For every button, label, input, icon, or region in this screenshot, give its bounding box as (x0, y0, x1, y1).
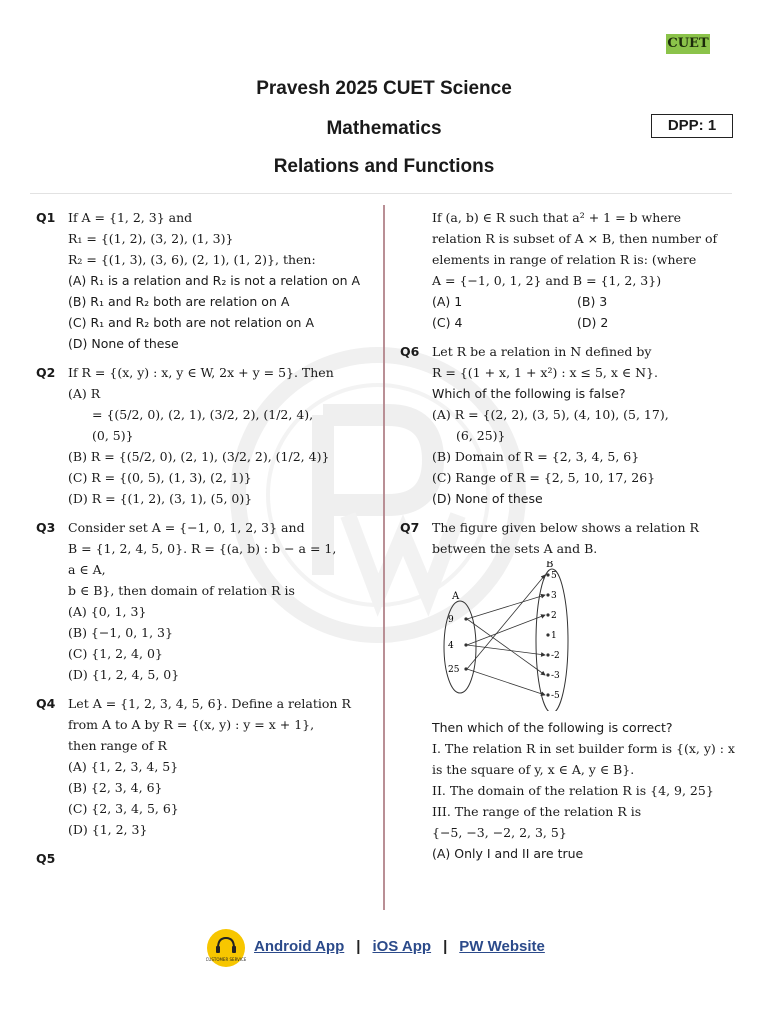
question-text: A = {−1, 0, 1, 2} and B = {1, 2, 3}) (432, 273, 662, 288)
option-c: (C) Range of R = {2, 5, 10, 17, 26} (432, 470, 656, 485)
option-a-set: = {(5/2, 0), (2, 1), (3/2, 2), (1/2, 4), (92, 407, 314, 422)
left-column (36, 207, 376, 877)
set-b-element: 3 (551, 591, 557, 601)
set-a-dot (464, 667, 467, 670)
option-a: (A) R = {(2, 2), (3, 5), (4, 10), (5, 17), (432, 407, 669, 422)
right-column (400, 207, 740, 872)
link-separator: | (356, 938, 361, 955)
set-b-dot (546, 653, 549, 656)
set-b-dot (546, 593, 549, 596)
options-row (432, 291, 740, 312)
question-5-number (36, 848, 376, 869)
question-1 (36, 207, 376, 354)
question-number: Q6 (400, 344, 420, 359)
footer-links (254, 938, 545, 955)
option-d: (D) None of these (432, 491, 543, 506)
relation-arrow (467, 575, 545, 669)
statement-1-cont: is the square of y, x ∈ A, y ∈ B}. (432, 762, 635, 777)
set-b-element: 2 (551, 611, 557, 621)
question-text: The figure given below shows a relation R (432, 520, 699, 535)
set-a-dot (464, 617, 467, 620)
option-b: (B) {−1, 0, 1, 3} (68, 625, 173, 640)
option-c: (C) {1, 2, 4, 0} (68, 646, 163, 661)
header-divider (30, 193, 732, 194)
relation-arrow (467, 615, 545, 645)
relation-arrow (467, 595, 545, 619)
question-text: Consider set A = {−1, 0, 1, 2, 3} and (68, 520, 305, 535)
question-3 (36, 517, 376, 685)
question-text: If (a, b) ∈ R such that a² + 1 = b where (432, 210, 682, 225)
option-c: (C) R = {(0, 5), (1, 3), (2, 1)} (68, 470, 252, 485)
option-d: (D) 2 (577, 315, 609, 330)
option-b: (B) Domain of R = {2, 3, 4, 5, 6} (432, 449, 640, 464)
statement-3-cont: {−5, −3, −2, 2, 3, 5} (432, 825, 567, 840)
option-c: (C) {2, 3, 4, 5, 6} (68, 801, 179, 816)
set-a-element: 9 (448, 615, 454, 625)
customer-service-logo[interactable] (206, 928, 246, 968)
question-text: elements in range of relation R is: (where (432, 252, 697, 267)
question-text: then range of R (68, 738, 167, 753)
set-b-element: -3 (551, 671, 560, 681)
set-b-dot (546, 693, 549, 696)
logo-text: CUSTOMER SERVICE (206, 957, 246, 962)
question-text: Let R be a relation in N defined by (432, 344, 652, 359)
set-b-elements (546, 571, 560, 701)
pw-website-link[interactable]: PW Website (459, 938, 545, 955)
option-c: (C) 4 (432, 315, 463, 330)
question-number: Q2 (36, 365, 56, 380)
option-a: (A) R₁ is a relation and R₂ is not a relation on A (68, 273, 361, 288)
set-b-dot (546, 573, 549, 576)
set-b-element: 5 (551, 571, 557, 581)
exam-badge: CUET (666, 34, 710, 54)
option-a-set: (0, 5)} (92, 428, 134, 443)
option-d: (D) None of these (68, 336, 179, 351)
question-text: a ∈ A, (68, 562, 106, 577)
relation-arrow (467, 669, 545, 695)
option-b: (B) 3 (577, 294, 608, 309)
question-4 (36, 693, 376, 840)
question-2 (36, 362, 376, 509)
question-number: Q7 (400, 520, 420, 535)
relation-arrow-diagram (438, 561, 578, 711)
question-text: R₁ = {(1, 2), (3, 2), (1, 3)} (68, 231, 234, 246)
set-a-elements (448, 615, 468, 675)
question-number: Q4 (36, 696, 56, 711)
statement-1: I. The relation R in set builder form is {(x, y) : x (432, 741, 735, 756)
statement-3: III. The range of the relation R is (432, 804, 642, 819)
option-a: (A) Only I and II are true (432, 846, 584, 861)
question-number: Q5 (36, 851, 56, 866)
question-text: Which of the following is false? (432, 386, 626, 401)
subject-title: Mathematics (326, 118, 442, 139)
option-d: (D) {1, 2, 3} (68, 822, 148, 837)
set-a-label: A (452, 591, 460, 602)
column-divider (383, 205, 385, 910)
question-text: Let A = {1, 2, 3, 4, 5, 6}. Define a relation R (68, 696, 351, 711)
dpp-label: DPP: 1 (651, 114, 733, 138)
set-a-element: 25 (448, 665, 460, 675)
question-5 (400, 207, 740, 333)
question-text: b ∈ B}, then domain of relation R is (68, 583, 295, 598)
question-text: between the sets A and B. (432, 541, 598, 556)
relation-arrow (467, 619, 545, 675)
question-number: Q3 (36, 520, 56, 535)
option-d: (D) {1, 2, 4, 5, 0} (68, 667, 180, 682)
question-text: B = {1, 2, 4, 5, 0}. R = {(a, b) : b − a = 1, (68, 541, 337, 556)
set-b-element: 1 (551, 631, 557, 641)
question-text: relation R is subset of A × B, then number of (432, 231, 718, 246)
page-title: Pravesh 2025 CUET Science (256, 78, 512, 99)
option-a: (A) 1 (432, 294, 463, 309)
set-a-dot (464, 643, 467, 646)
set-b-element: -2 (551, 651, 560, 661)
question-text: Then which of the following is correct? (432, 720, 673, 735)
relation-arrow (467, 645, 545, 655)
option-d: (D) R = {(1, 2), (3, 1), (5, 0)} (68, 491, 253, 506)
option-a-cont: (6, 25)} (456, 428, 506, 443)
ios-app-link[interactable]: iOS App (372, 938, 432, 955)
set-b-dot (546, 633, 549, 636)
option-c: (C) R₁ and R₂ both are not relation on A (68, 315, 314, 330)
question-text: from A to A by R = {(x, y) : y = x + 1}, (68, 717, 315, 732)
set-a-element: 4 (448, 641, 454, 651)
question-number: Q1 (36, 210, 56, 225)
option-a: (A) {1, 2, 3, 4, 5} (68, 759, 179, 774)
option-a: (A) R (68, 386, 101, 401)
option-a: (A) {0, 1, 3} (68, 604, 147, 619)
option-b: (B) R₁ and R₂ both are relation on A (68, 294, 290, 309)
relation-arrows (467, 575, 545, 695)
question-text: R = {(1 + x, 1 + x²) : x ≤ 5, x ∈ N}. (432, 365, 658, 380)
question-7 (400, 517, 740, 864)
link-separator: | (443, 938, 448, 955)
option-b: (B) R = {(5/2, 0), (2, 1), (3/2, 2), (1/2, 4)} (68, 449, 330, 464)
android-app-link[interactable]: Android App (254, 938, 345, 955)
statement-2: II. The domain of the relation R is {4, 9, 25} (432, 783, 714, 798)
question-text: If R = {(x, y) : x, y ∈ W, 2x + y = 5}. Then (68, 365, 334, 380)
question-text: If A = {1, 2, 3} and (68, 210, 193, 225)
question-6 (400, 341, 740, 509)
set-b-element: -5 (551, 691, 560, 701)
set-b-dot (546, 613, 549, 616)
chapter-title: Relations and Functions (273, 156, 495, 177)
question-text: R₂ = {(1, 3), (3, 6), (2, 1), (1, 2)}, then: (68, 252, 316, 267)
option-b: (B) {2, 3, 4, 6} (68, 780, 163, 795)
options-row (432, 312, 740, 333)
set-b-dot (546, 673, 549, 676)
set-b-label: B (546, 561, 554, 570)
